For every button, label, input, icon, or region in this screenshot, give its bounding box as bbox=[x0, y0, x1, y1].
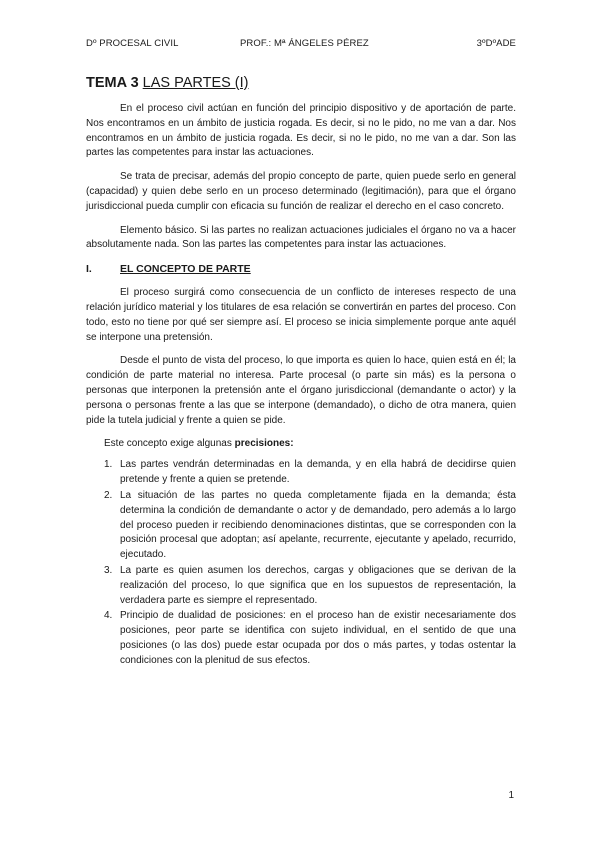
section-title: EL CONCEPTO DE PARTE bbox=[120, 263, 251, 276]
page-number: 1 bbox=[508, 790, 514, 801]
precisions-intro-bold: precisiones bbox=[234, 438, 291, 450]
list-item-number: 2. bbox=[104, 489, 113, 501]
list-item bbox=[86, 458, 516, 488]
list-item bbox=[86, 489, 516, 563]
list-item bbox=[86, 564, 516, 608]
section-paragraph: El proceso surgirá como consecuencia de un conflicto de intereses respecto de una relación jurídico material y los titulares de esa relación se convertirán en partes del proceso. Con todo, esto no tiene por qué ser siempre así. El proceso se inicia simplemente porque ante aquél se interpone una pretensión. bbox=[86, 287, 516, 343]
list-item-text: La parte es quien asumen los derechos, cargas y obligaciones que se derivan de la realización del proceso, lo que significa que en los supuestos de representación, la verdadera parte es siempre el representado. bbox=[120, 564, 516, 606]
precisions-list bbox=[86, 458, 516, 668]
page-header bbox=[86, 38, 516, 50]
header-course: Dº PROCESAL CIVIL bbox=[86, 38, 179, 49]
list-item-number: 4. bbox=[104, 610, 113, 622]
section-number: I. bbox=[86, 263, 92, 276]
precisions-intro-text: Este concepto exige algunas bbox=[104, 438, 235, 450]
precisions-intro bbox=[104, 437, 516, 451]
list-item-text: La situación de las partes no queda completamente fijada en la demanda; ésta determina la condición de demandante o actor y de demandado, pero además a lo largo del proceso pueden ir recibiendo denominaciones distintas, que se corresponden con la posición procesal que adoptan; así apelante, recurrente, ejecutante y apelado, recurrido, ejecutado. bbox=[120, 489, 516, 561]
document-body bbox=[86, 74, 516, 670]
list-item-number: 1. bbox=[104, 459, 113, 471]
intro-paragraph: Se trata de precisar, además del propio concepto de parte, quien puede serlo en general (capacidad) y quien debe serlo en un proceso determinado (legitimación), para que el órgano jurisdiccional pueda cumplir con eficacia su función de realizar el derecho en el caso concreto. bbox=[86, 171, 516, 212]
intro-paragraph: Elemento básico. Si las partes no realizan actuaciones judiciales el órgano no va a hacer absolutamente nada. Son las partes las competentes para instar las actuaciones. bbox=[86, 224, 516, 251]
page-title bbox=[86, 74, 516, 92]
header-group: 3ºDºADE bbox=[476, 38, 516, 49]
title-tema: TEMA 3 bbox=[86, 75, 139, 91]
list-item-number: 3. bbox=[104, 564, 113, 576]
title-subtitle: LAS PARTES (I) bbox=[142, 75, 249, 91]
precisions-intro-colon: : bbox=[290, 438, 294, 450]
header-professor: PROF.: Mª ÁNGELES PÉREZ bbox=[240, 38, 369, 49]
intro-paragraph: En el proceso civil actúan en función del principio dispositivo y de aportación de parte. Nos encontramos en un ámbito de justicia rogada. Es decir, si no le pido, no me van a dar. Nos encontramos en un ámbito de justicia rogada. Es decir, si no le pido, no me van a dar. Son las partes las competentes para instar las actuaciones. bbox=[86, 103, 516, 159]
list-item-text: Principio de dualidad de posiciones: en el proceso han de existir necesariamente dos posiciones, peor parte se identifica con sujeto individual, en el sentido de que una posiciones (o las dos) puede estar ocupada por dos o más partes, y todas ostentar la condiciones con la plenitud de sus efectos. bbox=[120, 610, 516, 666]
section-heading bbox=[86, 262, 516, 276]
list-item bbox=[86, 609, 516, 668]
list-item-text: Las partes vendrán determinadas en la demanda, y en ella habrá de decidirse quien pretende y frente a quien se pretende. bbox=[120, 459, 516, 486]
section-paragraph: Desde el punto de vista del proceso, lo que importa es quien lo hace, quien está en él; la condición de parte material no interesa. Parte procesal (o parte sin más) es la persona o personas que interponen la pretensión ante el órgano jurisdiccional (demandante o actor) y la persona o personas frente a las que se interpone (demandado), o dicho de otra manera, quien pide la tutela judicial y frente a quien se pide. bbox=[86, 355, 516, 426]
